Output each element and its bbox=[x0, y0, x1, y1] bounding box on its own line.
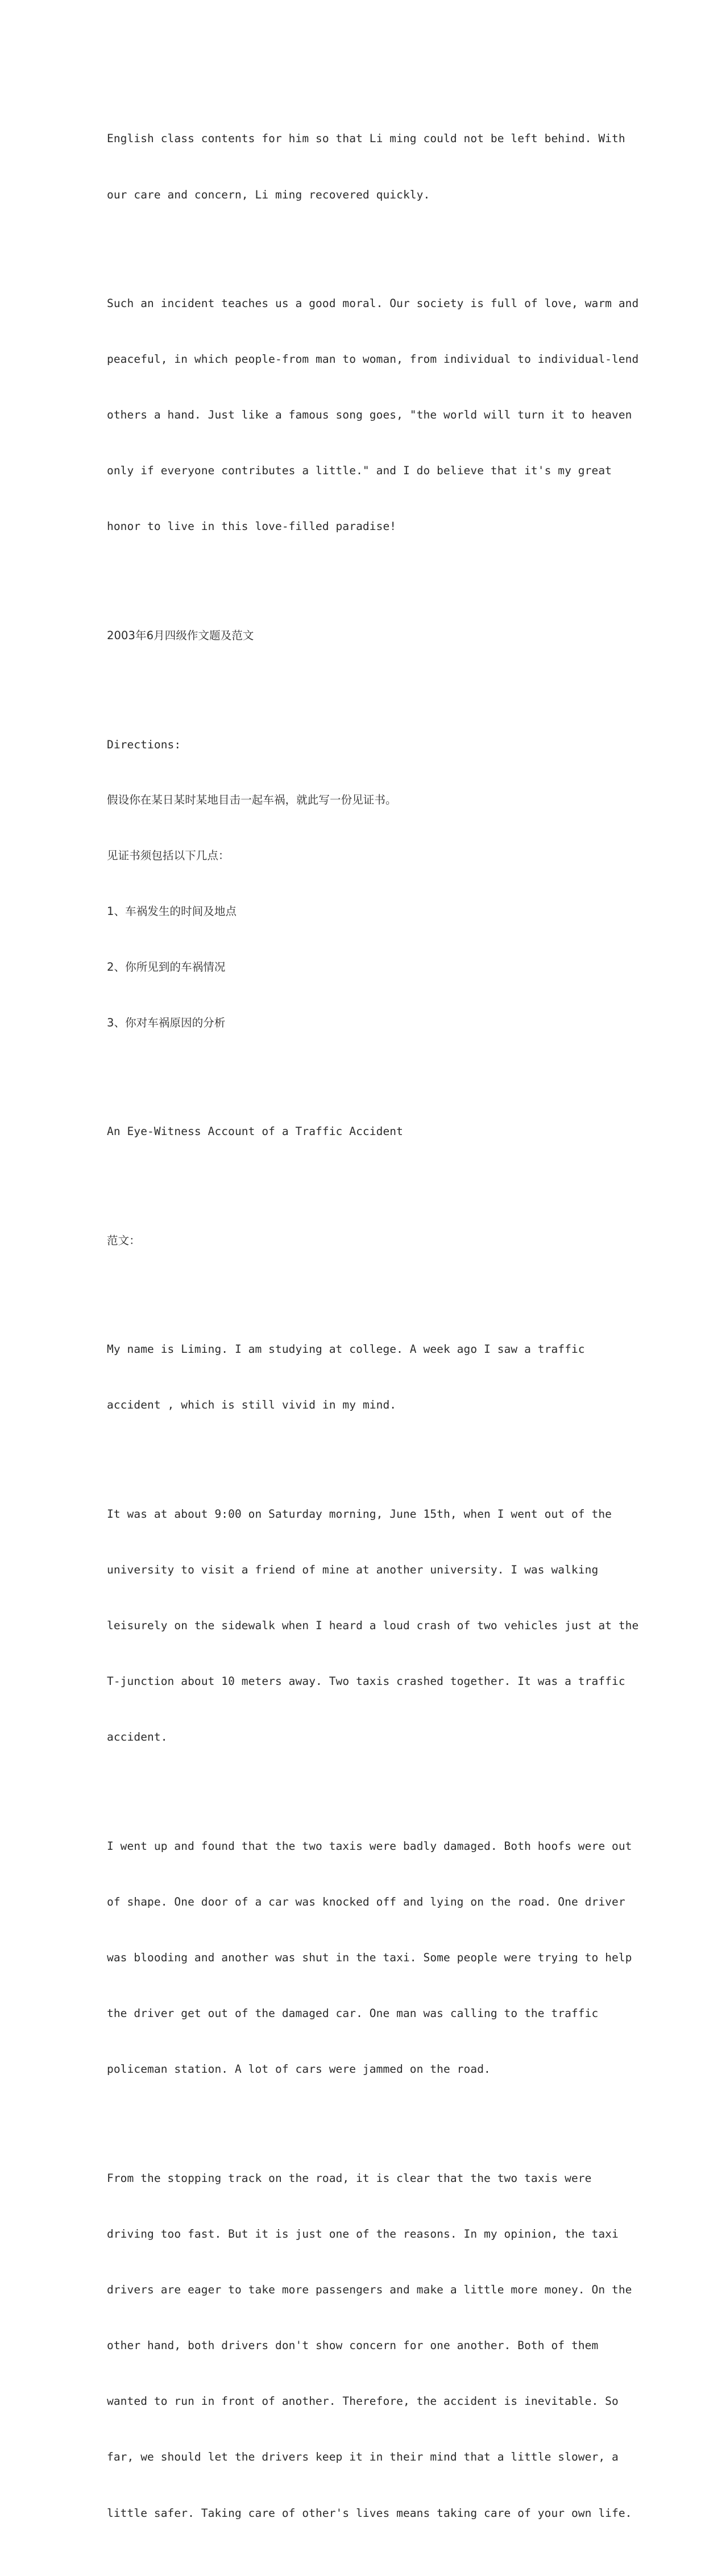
paragraph-line: English class contents for him so that Li ming could not be left behind. With bbox=[107, 132, 625, 146]
paragraph-line: accident. bbox=[107, 1730, 168, 1744]
sample-label bbox=[107, 1194, 607, 1287]
paragraph bbox=[107, 258, 639, 574]
document-page bbox=[107, 93, 639, 2576]
essay-paragraph bbox=[107, 1800, 632, 2117]
paragraph-line: others a hand. Just like a famous song goes, "the world will turn it to heaven bbox=[107, 408, 632, 422]
essay-paragraph bbox=[107, 1468, 639, 1784]
paragraph-line: was blooding and another was shut in the taxi. Some people were trying to help bbox=[107, 1951, 632, 1965]
essay-paragraph bbox=[107, 1303, 607, 1452]
paragraph-line: the driver get out of the damaged car. One man was calling to the traffic bbox=[107, 2007, 599, 2020]
paragraph-line: only if everyone contributes a little." and I do believe that it's my great bbox=[107, 464, 612, 478]
paragraph-line: From the stopping track on the road, it is clear that the two taxis were bbox=[107, 2171, 592, 2185]
paragraph-line: accident , which is still vivid in my mind. bbox=[107, 1398, 397, 1412]
paragraph-line: other hand, both drivers don't show concern for one another. Both of them bbox=[107, 2339, 599, 2353]
paragraph bbox=[107, 93, 625, 242]
paragraph-line: far, we should let the drivers keep it in their mind that a little slower, a bbox=[107, 2450, 619, 2464]
paragraph-line: T-junction about 10 meters away. Two taxis crashed together. It was a traffic bbox=[107, 1675, 625, 1688]
paragraph-line: honor to live in this love-filled paradise! bbox=[107, 520, 397, 533]
paragraph-line: little safer. Taking care of other's lives means taking care of your own life. bbox=[107, 2506, 632, 2520]
essay-title bbox=[107, 1086, 607, 1179]
directions-line: 3、你对车祸原因的分析 bbox=[107, 1016, 226, 1030]
paragraph-line: leisurely on the sidewalk when I heard a loud crash of two vehicles just at the bbox=[107, 1619, 639, 1633]
paragraph-line: It was at about 9:00 on Saturday morning, June 15th, when I went out of the bbox=[107, 1508, 612, 1521]
paragraph-line: driving too fast. But it is just one of the reasons. In my opinion, the taxi bbox=[107, 2227, 619, 2241]
paragraph-line: policeman station. A lot of cars were jammed on the road. bbox=[107, 2063, 491, 2076]
sample-label-text: 范文： bbox=[107, 1233, 140, 1247]
essay-paragraph bbox=[107, 2132, 632, 2560]
directions-block bbox=[107, 698, 607, 1070]
directions-line: 1、车祸发生的时间及地点 bbox=[107, 905, 237, 918]
paragraph-line: wanted to run in front of another. Therefore, the accident is inevitable. So bbox=[107, 2395, 619, 2408]
directions-line: 见证书须包括以下几点： bbox=[107, 849, 230, 863]
section-heading bbox=[107, 590, 607, 683]
directions-label: Directions: bbox=[107, 738, 181, 751]
paragraph-line: peaceful, in which people-from man to woman, from individual to individual-lend bbox=[107, 353, 639, 366]
directions-line: 2、你所见到的车祸情况 bbox=[107, 960, 226, 974]
paragraph-line: Such an incident teaches us a good moral. Our society is full of love, warm and bbox=[107, 297, 639, 310]
directions-line: 假设你在某日某时某地目击一起车祸，就此写一份见证书。 bbox=[107, 793, 397, 807]
essay-title-text: An Eye-Witness Account of a Traffic Accident bbox=[107, 1125, 403, 1138]
paragraph-line: university to visit a friend of mine at another university. I was walking bbox=[107, 1563, 599, 1577]
section-heading-text: 2003年6月四级作文题及范文 bbox=[107, 628, 254, 642]
paragraph-line: our care and concern, Li ming recovered quickly. bbox=[107, 188, 430, 201]
paragraph-line: My name is Liming. I am studying at college. A week ago I saw a traffic bbox=[107, 1343, 585, 1356]
paragraph-line: drivers are eager to take more passengers and make a little more money. On the bbox=[107, 2283, 632, 2297]
paragraph-line: of shape. One door of a car was knocked off and lying on the road. One driver bbox=[107, 1895, 625, 1909]
paragraph-line: I went up and found that the two taxis were badly damaged. Both hoofs were out bbox=[107, 1839, 632, 1853]
